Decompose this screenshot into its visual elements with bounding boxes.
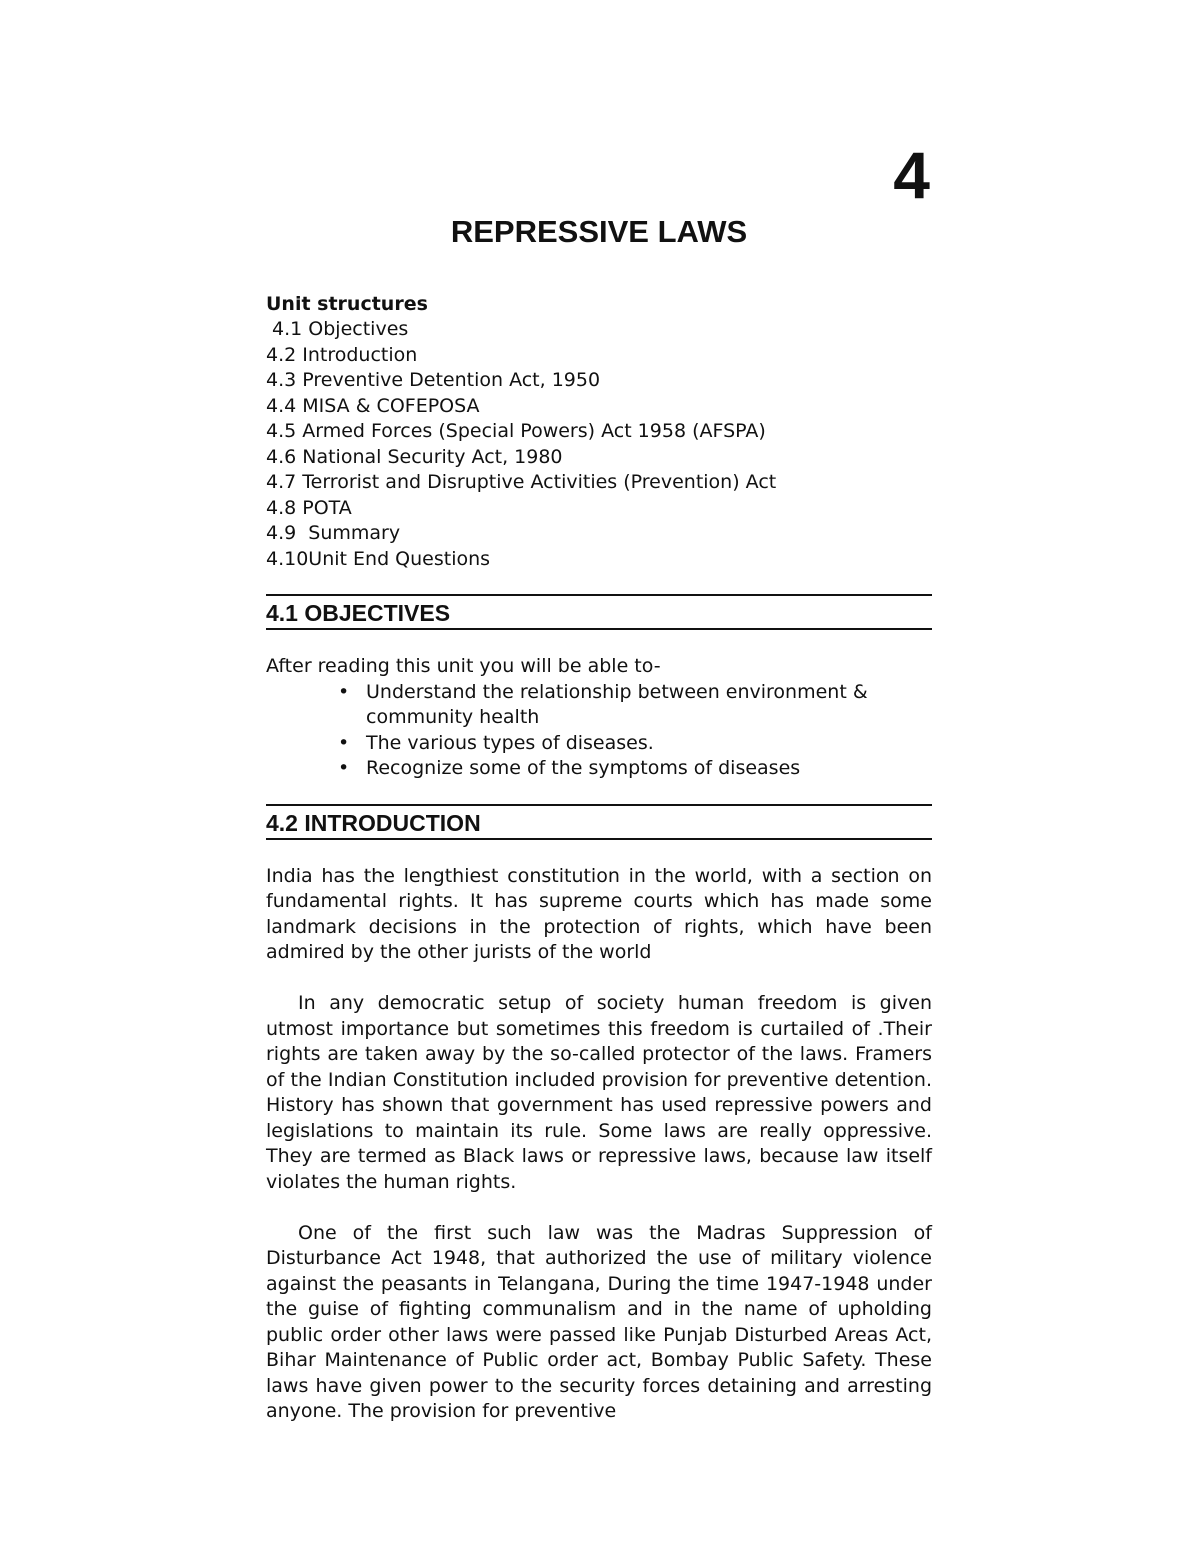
chapter-number: 4: [893, 138, 930, 212]
toc-item: 4.7 Terrorist and Disruptive Activities (Prevention) Act: [266, 471, 777, 493]
objective-item: [338, 680, 932, 731]
introduction-paragraph: India has the lengthiest constitution in the world, with a section on fundamental rights. It has supreme courts which has made some landmark decisions in the protection of rights, which have been admired by the other jurists of the world: [266, 864, 932, 963]
toc-item: 4.3 Preventive Detention Act, 1950: [266, 369, 601, 391]
toc-item: 4.5 Armed Forces (Special Powers) Act 1958 (AFSPA): [266, 420, 766, 442]
toc-item: 4.1 Objectives: [266, 318, 409, 340]
toc-item: 4.10Unit End Questions: [266, 547, 491, 570]
objective-text: The various types of diseases.: [366, 731, 654, 754]
toc-item: 4.8 POTA: [266, 496, 352, 519]
unit-structures-list: [266, 317, 932, 572]
document-page: [266, 140, 932, 1425]
introduction-paragraph: One of the first such law was the Madras Suppression of Disturbance Act 1948, that authorized the use of military violence against the peasants in Telangana, During the time 1947-1948 under the guise of fighting communalism and in the name of upholding public order other laws were passed like Punjab Disturbed Areas Act, Bihar Maintenance of Public order act, Bombay Public Safety. These laws have given power to the security forces detaining and arresting anyone. The provision for preventive: [266, 1221, 932, 1422]
bullet-icon: •: [338, 757, 350, 779]
toc-item: 4.2 Introduction: [266, 343, 418, 366]
objective-item: [338, 731, 932, 757]
introduction-paragraph: In any democratic setup of society human freedom is given utmost importance but sometimes this freedom is curtailed of .Their rights are taken away by the so-called protector of the laws. Framers of the Indian Constitution included provision for preventive detention. History has shown that government has used repressive powers and legislations to maintain its rule. Some laws are really oppressive. They are termed as Black laws or repressive laws, because law itself violates the human rights.: [266, 992, 932, 1193]
toc-item: 4.4 MISA & COFEPOSA: [266, 394, 480, 417]
toc-item: 4.6 National Security Act, 1980: [266, 445, 563, 468]
objective-text: Recognize some of the symptoms of diseases: [366, 757, 801, 779]
chapter-title: REPRESSIVE LAWS: [450, 214, 748, 249]
objectives-list: [266, 680, 932, 782]
toc-item: 4.9 Summary: [266, 522, 401, 544]
bullet-icon: •: [338, 680, 350, 703]
objectives-lead: After reading this unit you will be able to-: [266, 655, 661, 677]
introduction-heading: 4.2 INTRODUCTION: [266, 804, 932, 840]
objectives-heading: 4.1 OBJECTIVES: [266, 594, 932, 630]
bullet-icon: •: [338, 731, 350, 754]
objective-text: Understand the relationship between environment & community health: [366, 680, 868, 728]
objective-item: [338, 756, 932, 782]
unit-structures-heading: Unit structures: [266, 293, 428, 315]
